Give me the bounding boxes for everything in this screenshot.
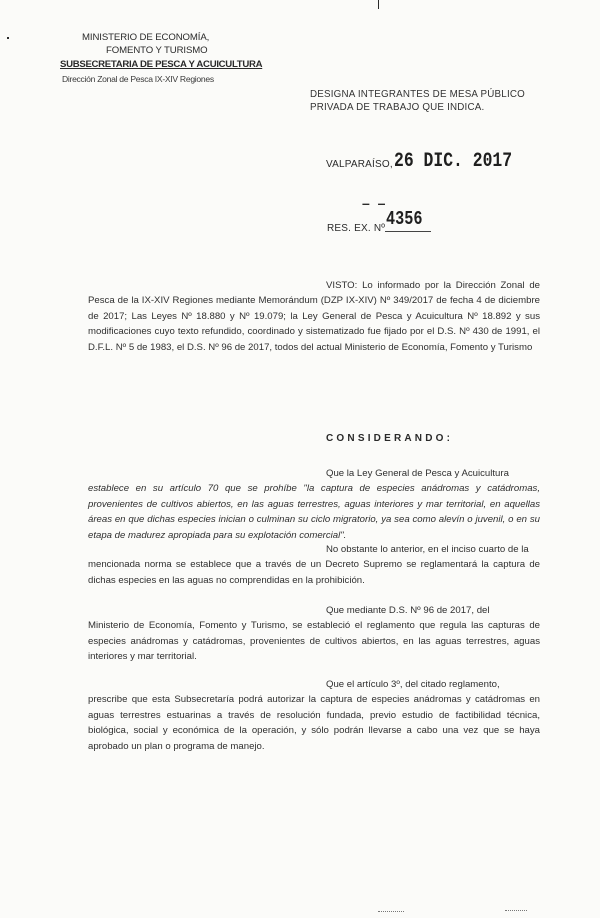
paragraph-3-first-line: Que mediante D.S. Nº 96 de 2017, del [326,605,490,616]
zonal-direction: Dirección Zonal de Pesca IX-XIV Regiones [62,74,214,84]
scan-mark [378,0,379,9]
paragraph-2-first-line: No obstante lo anterior, en el inciso cuarto de la [326,544,529,555]
scan-mark [505,910,527,911]
paragraph-2-body: mencionada norma se establece que a través de un Decreto Supremo se reglamentará la captura de dichas especies en las aguas no comprendidas en la prohibición. [88,559,540,586]
visto-text: Lo informado por la Dirección Zonal de Pesca de la IX-XIV Regiones mediante Memorándum (DZP IX-XIV) Nº 349/2017 de fecha 4 de diciembre de 2017; Las Leyes Nº 18.880 y Nº 19.079; la Ley General de Pesca y Acuicultura Nº 18.892 y sus modificaciones cuyo texto refundido, coordinado y sistematizado fue fijado por el D.S. Nº 430 de 1991, el D.F.L. Nº 5 de 1983, el D.S. Nº 96 de 2017, todos del actual Ministerio de Economía, Fomento y Turismo [88,280,540,353]
paragraph-4-first-line: Que el artículo 3º, del citado reglamento, [326,679,500,690]
resolution-label: RES. EX. Nº [327,223,386,234]
considerando-heading: CONSIDERANDO: [326,433,454,444]
visto-paragraph [88,278,540,355]
subsecretaria-name: SUBSECRETARIA DE PESCA Y ACUICULTURA [60,59,263,70]
considerando-paragraph-1 [88,466,540,543]
document-subject: DESIGNA INTEGRANTES DE MESA PÚBLICO PRIVADA DE TRABAJO QUE INDICA. [310,89,525,113]
paragraph-3-body: Ministerio de Economía, Fomento y Turismo, se estableció el reglamento que regula las capturas de especies anádromas y catádromas, provenientes de cultivos abiertos, en las aguas terrestres, aguas interiores y mar territorial. [88,620,540,663]
considerando-paragraph-2 [88,542,540,588]
paragraph-1-first-line: Que la Ley General de Pesca y Acuicultura [326,468,509,479]
resolution-number: 4356 [386,208,423,230]
date-stamp: 26 DIC. 2017 [394,150,513,173]
place-label: VALPARAÍSO, [326,159,393,170]
scan-mark [7,37,9,39]
paragraph-4-body: prescribe que esta Subsecretaría podrá autorizar la captura de especies anádromas y catádromas en aguas terrestres estuarinas a través de resolución fundada, previo estudio de factibilidad técnica, biológica, social y económica de la operación, y sólo podrán llevarse a cabo una vez que se haya aprobado un plan o programa de manejo. [88,694,540,752]
ministry-subtitle: FOMENTO Y TURISMO [106,45,208,56]
scan-mark [378,911,404,912]
visto-lead: VISTO: [326,280,358,291]
considerando-paragraph-4 [88,677,540,754]
considerando-paragraph-3 [88,603,540,665]
ministry-name: MINISTERIO DE ECONOMÍA, [82,32,210,43]
resolution-dash: – – [362,195,388,211]
resolution-underline [385,231,431,232]
paragraph-1-body: establece en su artículo 70 que se prohíbe "la captura de especies anádromas y catádromas, provenientes de cultivos abiertos, en las aguas terrestres, aguas interiores y mar territorial, en aquellas áreas en que dichas especies inician o culminan su ciclo migratorio, ya sea como alevín o juvenil, o en su etapa de madurez apropiada para su explotación comercial". [88,483,540,541]
